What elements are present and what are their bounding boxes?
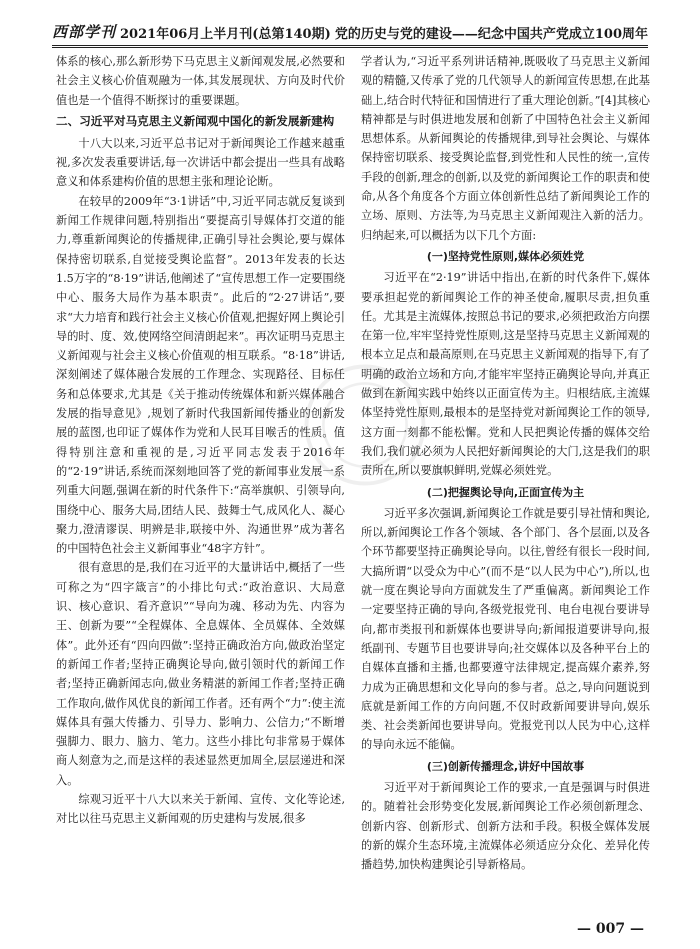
subsection-heading: (二)把握舆论导向,正面宣传为主 (426, 485, 585, 499)
left-column (56, 52, 345, 890)
page-number: — 007 — (577, 921, 644, 937)
header-left (52, 21, 331, 42)
page-header (52, 14, 648, 48)
issue-info: 2021年06月上半月刊(总第140期) (120, 27, 331, 42)
paragraph: 在较早的2009年“3·1讲话”中,习近平同志就反复谈到新闻工作规律问题,特别指出“要提高引导媒体打交道的能力,尊重新闻舆论的传播规律,正确引导社会舆论,要与媒体保持密切联系,自觉接受舆论监督”。2013年发表的长达1.5万字的“8·19”讲话,他阐述了“宣传思想工作一定要围绕中心、服务大局作为基本职责”。此后的“2·27讲话”,要求“大力培育和践行社会主义核心价值观,把握好网上舆论引导的时、度、效,使网络空间清朗起来”。再次证明马克思主义新闻观与社会主义核心价值观的相互联系。“8·18”讲话,深刻阐述了媒体融合发展的工作理念、实现路径、目标任务和总体要求,尤其是《关于推动传统媒体和新兴媒体融合发展的指导意见》,规划了新时代我国新闻传播业的创新发展的蓝图,也印证了媒体作为党和人民耳目喉舌的性质。值得特别注意和重视的是,习近平同志发表于2016年的“2·19”讲话,系统而深刻地回答了党的新闻事业发展一系列重大问题,强调在新的时代条件下:“高举旗帜、引领导向,围绕中心、服务大局,团结人民、鼓舞士气,成风化人、凝心聚力,澄清谬误、明辨是非,联接中外、沟通世界”成为著名的中国特色社会主义新闻事业“48字方针”。 (56, 194, 345, 556)
paragraph: 十八大以来,习近平总书记对于新闻舆论工作越来越重视,多次发表重要讲话,每一次讲话中都会提出一些具有战略意义和体系建构价值的思想主张和理论论断。 (56, 136, 345, 189)
paragraph: 习近平多次强调,新闻舆论工作就是要引导社情和舆论,所以,新闻舆论工作各个领域、各个部门、各个层面,以及各个环节都要坚持正确舆论导向。以往,曾经有很长一段时间,大搞所谓“以受众为中心”(而不是“以人民为中心”),所以,也就一度在舆论导向方面就发生了严重偏离。新闻舆论工作一定要坚持正确的导向,各级党报党刊、电台电视台要讲导向,都市类报刊和新媒体也要讲导向;新闻报道要讲导向,报纸副刊、专题节目也要讲导向;社交媒体以及各种平台上的自媒体直播和主播,也都要遵守法律规定,提高媒介素养,努力成为正确思想和文化导向的参与者。总之,导向问题说到底就是新闻工作的方向问题,不仅时政新闻要讲导向,娱乐类、社会类新闻也要讲导向。党报党刊以人民为中心,这样的导向永远不能偏。 (361, 506, 650, 752)
paragraph: 习近平在“2·19”讲话中指出,在新的时代条件下,媒体要承担起党的新闻舆论工作的神圣使命,履职尽责,担负重任。尤其是主流媒体,按照总书记的要求,必须把政治方向摆在第一位,牢牢坚持党性原则,这是坚持马克思主义新闻观的根本立足点和最高原则,在马克思主义新闻观的指导下,有了明确的政治立场和方向,才能牢牢坚持正确舆论导向,并真正做到在新闻实践中始终以正面宣传为主。归根结底,主流媒体坚持党性原则,最根本的是坚持党对新闻舆论工作的领导,这方面一刻都不能松懈。党和人民把舆论传播的媒体交给我们,我们就必须为人民把好新闻舆论的大门,这是我们的职责所在,所以要旗帜鲜明,党媒必须姓党。 (361, 271, 650, 478)
subsection-heading: (一)坚持党性原则,媒体必须姓党 (426, 249, 585, 263)
paragraph: 体系的核心,那么新形势下马克思主义新闻观发展,必然要和社会主义核心价值观融为一体,其发展现状、方向及时代价值也是一个值得不断探讨的重要课题。 (56, 55, 345, 107)
paragraph: 很有意思的是,我们在习近平的大量讲话中,概括了一些可称之为“四字箴言”的小排比句式:“政治意识、大局意识、核心意识、看齐意识”“导向为魂、移动为先、内容为王、创新为要”“全程媒体、全息媒体、全员媒体、全效媒体”。此外还有“四向四做”:坚持正确政治方向,做政治坚定的新闻工作者;坚持正确舆论导向,做引领时代的新闻工作者;坚持正确新闻志向,做业务精湛的新闻工作者;坚持正确工作取向,做作风优良的新闻工作者。还有两个“力”:使主流媒体具有强大传播力、引导力、影响力、公信力;“不断增强脚力、眼力、脑力、笔力。这些小排比句非常易于媒体商人刻意为之,而是这样的表述显然更加周全,层层递进和深入。 (56, 561, 345, 787)
right-column (361, 52, 650, 890)
journal-logo: 西部学刊 (52, 23, 117, 41)
article-body (56, 52, 650, 890)
paragraph: 习近平对于新闻舆论工作的要求,一直是强调与时俱进的。随着社会形势变化发展,新闻舆论工作必须创新理念、创新内容、创新形式、创新方法和手段。积极全媒体发展的新的媒介生态环境,主流媒体必须适应分众化、差异化传播趋势,加快构建舆论引导新格局。 (361, 780, 650, 872)
paragraph: 学者认为,“习近平系列讲话精神,既吸收了马克思主义新闻观的精髓,又传承了党的几代领导人的新闻宣传思想,在此基础上,结合时代特征和国情进行了重大理论创新。”[4]其核心精神都是与时俱进地发展和创新了中国特色社会主义新闻思想体系。从新闻舆论的传播规律,到导社会舆论、与媒体保持密切联系、接受舆论监督,到党性和人民性的统一,宣传手段的创新,理念的创新,以及党的新闻舆论工作的职责和使命,从各个角度各个方面立体创新性总结了新闻舆论工作的立场、原则、方法等,为马克思主义新闻观注入新的活力。归纳起来,可以概括为以下几个方面: (361, 55, 650, 242)
column-title: 党的历史与党的建设——纪念中国共产党成立100周年 (334, 27, 648, 42)
subsection-heading: (三)创新传播理念,讲好中国故事 (426, 759, 585, 773)
paragraph: 综观习近平十八大以来关于新闻、宣传、文化等论述,对比以往马克思主义新闻观的历史建构与发展,很多 (56, 792, 345, 826)
section-heading: 二、习近平对马克思主义新闻观中国化的新发展新建构 (56, 113, 335, 128)
